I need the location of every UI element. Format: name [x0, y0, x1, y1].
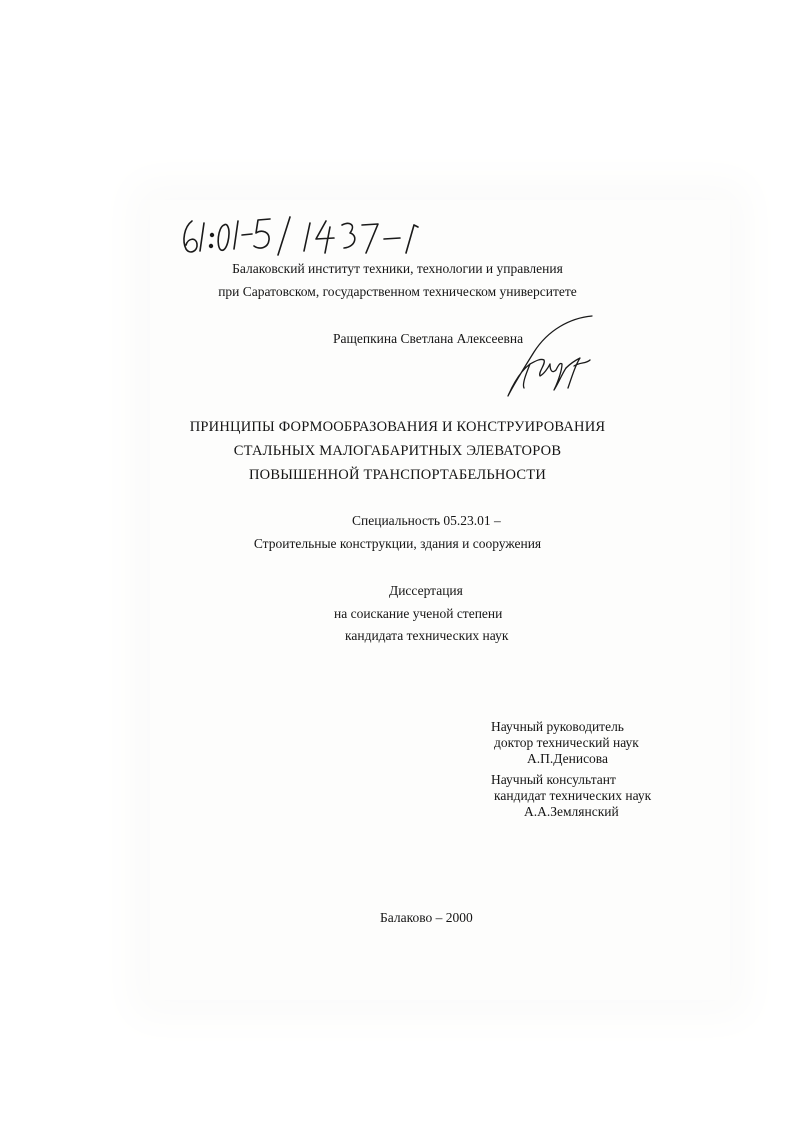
work-type: Диссертация [389, 583, 463, 598]
specialty-code: Специальность 05.23.01 – [352, 513, 501, 528]
author-name: Ращепкина Светлана Алексеевна [333, 331, 524, 346]
place-and-year: Балаково – 2000 [380, 910, 473, 925]
consultant-degree: кандидат технических наук [494, 788, 652, 803]
specialty-name: Строительные конструкции, здания и сооружения [253, 536, 542, 551]
degree-purpose: на соискание ученой степени [334, 606, 503, 621]
thesis-title-line-2: СТАЛЬНЫХ МАЛОГАБАРИТНЫХ ЭЛЕВАТОРОВ [233, 443, 562, 459]
scan-background [150, 200, 730, 1000]
author-signature [500, 312, 598, 404]
supervisor-role: Научный руководитель [491, 719, 624, 734]
consultant-name: А.А.Землянский [524, 804, 619, 819]
degree-name: кандидата технических наук [345, 628, 509, 643]
thesis-title-line-1: ПРИНЦИПЫ ФОРМООБРАЗОВАНИЯ И КОНСТРУИРОВАНИЯ [189, 419, 606, 435]
consultant-role: Научный консультант [491, 772, 616, 787]
supervisor-degree: доктор технический наук [494, 735, 639, 750]
supervisor-name: А.П.Денисова [527, 751, 608, 766]
thesis-title-line-3: ПОВЫШЕННОЙ ТРАНСПОРТАБЕЛЬНОСТИ [249, 467, 546, 483]
institution-line-1: Балаковский институт техники, технологии и управления [232, 261, 563, 276]
institution-line-2: при Саратовском, государственном техническом университете [218, 284, 577, 299]
handwritten-archive-code [178, 213, 478, 259]
